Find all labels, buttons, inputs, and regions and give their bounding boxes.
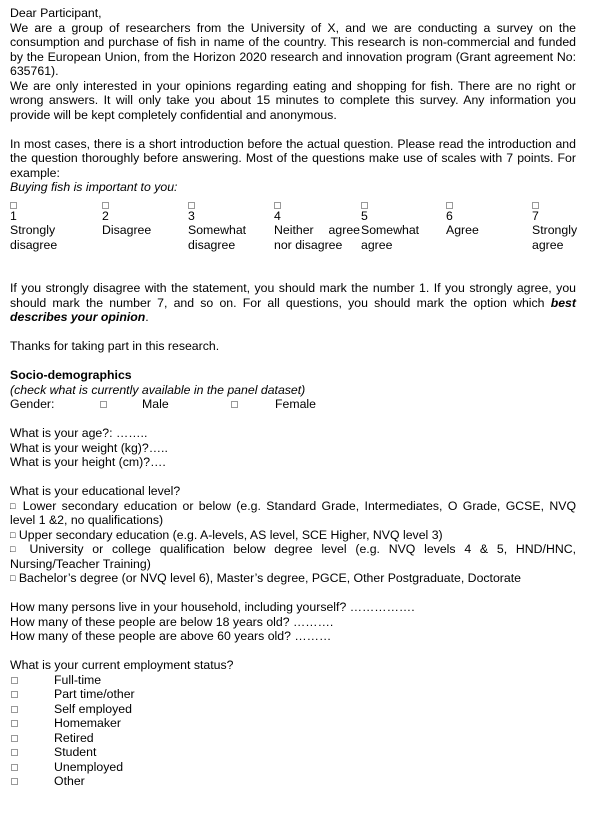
employment-checkbox[interactable] — [11, 706, 18, 713]
employment-option-label: Part time/other — [54, 687, 135, 701]
employment-option-fulltime — [10, 673, 576, 688]
scale-option-5 — [361, 195, 431, 253]
employment-option-label: Full-time — [54, 672, 102, 687]
option-box-icon: □ — [10, 529, 16, 540]
scale-option-7 — [532, 195, 582, 253]
education-option-label: Lower secondary education or below (e.g. Standard Grade, Intermediates, O Grade, GCSE, NVQ level 1 &2, no qualifications) — [10, 498, 577, 527]
scale-option-3 — [188, 195, 258, 253]
employment-checkbox[interactable] — [11, 778, 18, 785]
scale-option-1 — [10, 195, 86, 253]
scale-option-2 — [102, 195, 178, 238]
household-question-2: How many of these people are below 18 years old? ………. — [10, 614, 334, 629]
employment-checkbox[interactable] — [11, 691, 18, 698]
scale-label: Strongly agree — [532, 223, 578, 252]
scale-number: 7 — [532, 208, 539, 223]
employment-option-student — [10, 745, 576, 760]
gender-row — [10, 397, 576, 412]
employment-checkbox[interactable] — [11, 677, 18, 684]
socio-heading: Socio-demographics — [10, 368, 132, 382]
scale-checkbox-5[interactable] — [361, 202, 368, 209]
employment-checkbox[interactable] — [11, 749, 18, 756]
employment-option-retired — [10, 731, 576, 746]
scale-label: Somewhat disagree — [188, 223, 247, 252]
scale-checkbox-2[interactable] — [102, 202, 109, 209]
scale-number: 1 — [10, 208, 17, 223]
scale-checkbox-7[interactable] — [532, 202, 539, 209]
education-option-label: Bachelor’s degree (or NVQ level 6), Master’s degree, PGCE, Other Postgraduate, Doctorate — [18, 571, 521, 585]
employment-option-self-employed — [10, 702, 576, 717]
option-box-icon: □ — [10, 500, 18, 511]
employment-option-label: Unemployed — [54, 759, 124, 774]
employment-checkbox[interactable] — [11, 764, 18, 771]
instructions-emphasis: best describes your opinion — [10, 295, 576, 324]
employment-checkbox[interactable] — [11, 735, 18, 742]
gender-male-checkbox[interactable] — [100, 401, 107, 408]
option-box-icon: □ — [10, 573, 16, 583]
scale-checkbox-3[interactable] — [188, 202, 195, 209]
employment-option-label: Self employed — [54, 701, 132, 716]
scale-label: Somewhat agree — [361, 223, 420, 252]
employment-option-label: Homemaker — [54, 716, 121, 730]
height-question: What is your height (cm)?…. — [10, 455, 166, 469]
employment-option-label: Student — [54, 745, 97, 759]
example-scale — [10, 195, 576, 267]
instructions-paragraph — [10, 281, 576, 325]
scale-checkbox-1[interactable] — [10, 202, 17, 209]
instructions-text: If you strongly disagree with the statement, you should mark the number 1. If you strongly agree, you should mark the number 7, and so on. For all questions, you should mark the option which — [10, 281, 576, 310]
employment-option-label: Other — [54, 774, 85, 788]
survey-page — [10, 6, 576, 789]
household-question-3: How many of these people are above 60 years old? ……… — [10, 629, 332, 643]
instructions-end: . — [145, 310, 149, 324]
education-option-4[interactable] — [10, 571, 576, 586]
thanks-text: Thanks for taking part in this research. — [10, 339, 220, 353]
intro-paragraph-3: In most cases, there is a short introduction before the actual question. Please read the introduction and the question thoroughly before answering. Most of the questions make use of scales with 7 points. For example: — [10, 136, 576, 180]
greeting: Dear Participant, — [10, 6, 102, 20]
gender-male-label: Male — [142, 397, 169, 411]
example-statement: Buying fish is important to you: — [10, 180, 178, 194]
employment-option-label: Retired — [54, 730, 94, 745]
scale-option-6 — [446, 195, 522, 238]
employment-checkbox[interactable] — [11, 720, 18, 727]
employment-option-parttime — [10, 687, 576, 702]
intro-paragraph-2: We are only interested in your opinions regarding eating and shopping for fish. There are no right or wrong answers. It will only take you about 15 minutes to complete this survey. Any information you provide will be kept completely confidential and anonymous. — [10, 78, 576, 122]
scale-number: 4 — [274, 208, 281, 223]
education-option-2[interactable] — [10, 528, 576, 543]
age-question: What is your age?: …….. — [10, 426, 148, 440]
gender-female-label: Female — [275, 397, 317, 411]
gender-label: Gender: — [10, 397, 55, 411]
education-question: What is your educational level? — [10, 484, 181, 498]
employment-option-unemployed — [10, 760, 576, 775]
weight-question: What is your weight (kg)?….. — [10, 440, 168, 455]
scale-label: Neither agree nor disagree — [274, 223, 360, 252]
scale-label: Strongly disagree — [10, 223, 58, 252]
household-question-1: How many persons live in your household, including yourself? ……………. — [10, 600, 415, 614]
gender-female-checkbox[interactable] — [231, 401, 238, 408]
scale-number: 5 — [361, 208, 368, 223]
scale-checkbox-6[interactable] — [446, 202, 453, 209]
scale-number: 3 — [188, 208, 195, 223]
education-option-label: Upper secondary education (e.g. A-levels, AS level, SCE Higher, NVQ level 3) — [18, 527, 443, 542]
scale-number: 2 — [102, 208, 109, 223]
scale-number: 6 — [446, 208, 453, 223]
education-option-3[interactable] — [10, 542, 576, 571]
employment-option-other — [10, 774, 576, 789]
scale-option-4 — [274, 195, 360, 253]
intro-paragraph-1: We are a group of researchers from the University of X, and we are conducting a survey on the consumption and purchase of fish in name of the country. This research is non-commercial and funded by the European Union, from the Horizon 2020 research and innovation program (Grant agreement No: 635761). — [10, 20, 576, 78]
scale-label: Agree — [446, 223, 479, 237]
education-option-1[interactable] — [10, 499, 576, 528]
employment-question: What is your current employment status? — [10, 658, 234, 672]
option-box-icon: □ — [10, 544, 21, 554]
scale-label: Disagree — [102, 223, 152, 237]
socio-note: (check what is currently available in the panel dataset) — [10, 382, 306, 397]
scale-checkbox-4[interactable] — [274, 202, 281, 209]
employment-option-homemaker — [10, 716, 576, 731]
education-option-label: University or college qualification below degree level (e.g. NVQ levels 4 & 5, HND/HNC, Nursing/Teacher Training) — [10, 542, 576, 571]
